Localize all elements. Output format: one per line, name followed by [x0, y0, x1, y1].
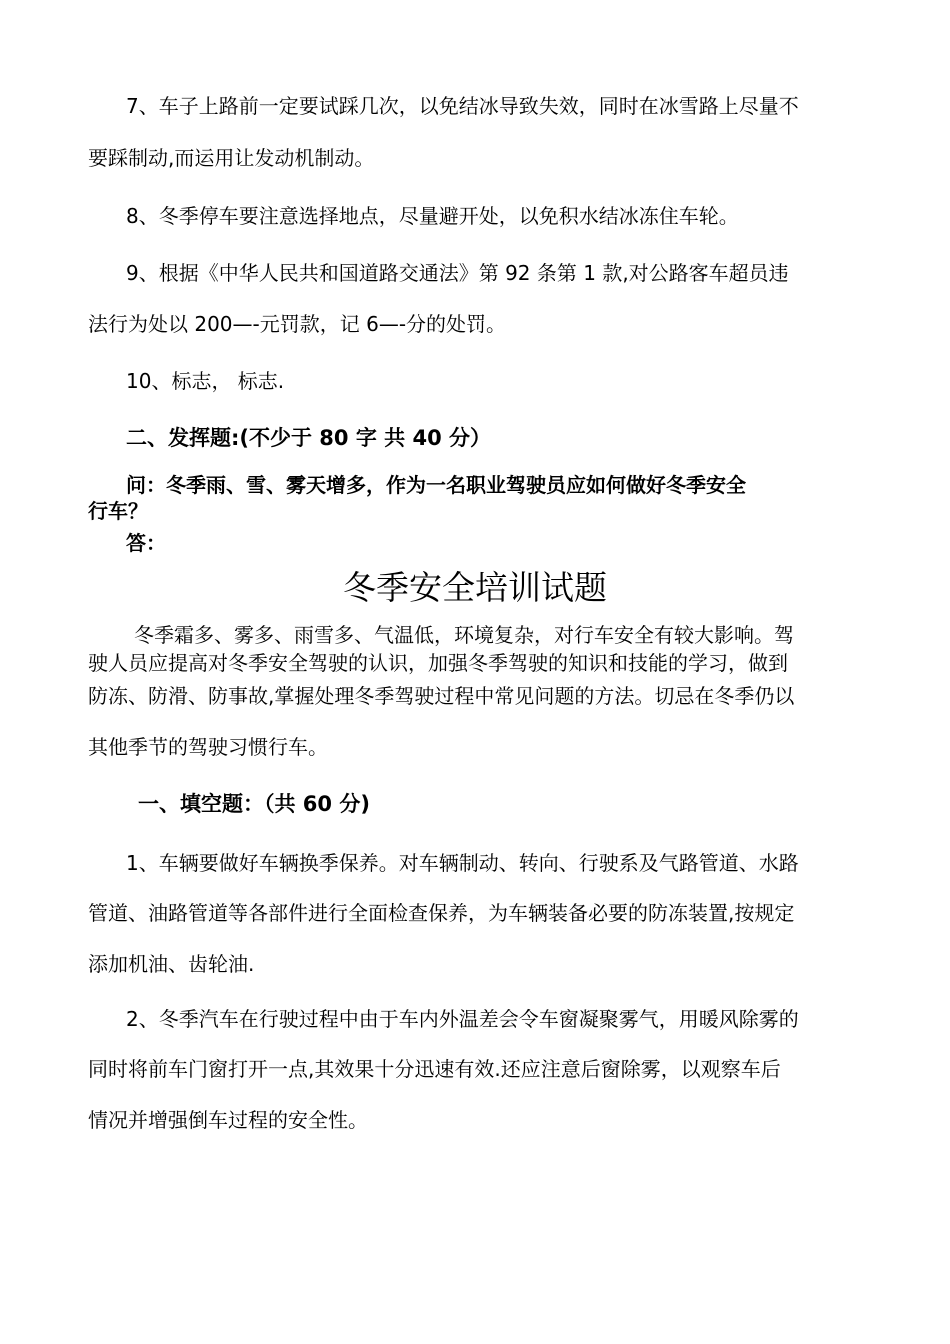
- item8: 8、冬季停车要注意选择地点，尽量避开处，以免积水结冰冻住车轮。: [126, 204, 739, 228]
- item10: 10、标志， 标志.: [126, 369, 285, 393]
- intro-line2: 驶人员应提高对冬季安全驾驶的认识，加强冬季驾驶的知识和技能的学习，做到: [88, 651, 788, 675]
- fill-item1-line2: 管道、油路管道等各部件进行全面检查保养，为车辆装备必要的防冻装置,按规定: [88, 901, 795, 925]
- fill-item2-line1: 2、冬季汽车在行驶过程中由于车内外温差会令车窗凝聚雾气，用暖风除雾的: [126, 1007, 799, 1031]
- intro-line1: 冬季霜多、雾多、雨雪多、气温低，环境复杂，对行车安全有较大影响。驾: [134, 623, 794, 647]
- fill-item1-line3: 添加机油、齿轮油.: [88, 952, 255, 976]
- item7-line1: 7、车子上路前一定要试踩几次，以免结冰导致失效，同时在冰雪路上尽量不: [126, 94, 799, 118]
- fill-heading: 一、填空题：（共 60 分): [138, 792, 370, 816]
- answer-label: 答：: [126, 531, 166, 555]
- intro-line3: 防冻、防滑、防事故,掌握处理冬季驾驶过程中常见问题的方法。切忌在冬季仍以: [88, 684, 795, 708]
- fill-item1-line1: 1、车辆要做好车辆换季保养。对车辆制动、转向、行驶系及气路管道、水路: [126, 851, 799, 875]
- essay-question-line2: 行车？: [88, 499, 148, 523]
- item7-line2: 要踩制动,而运用让发动机制动。: [88, 146, 375, 170]
- page-title: 冬季安全培训试题: [343, 568, 607, 607]
- item9-line2: 法行为处以 200—-元罚款，记 6—-分的处罚。: [88, 312, 507, 336]
- fill-item2-line2: 同时将前车门窗打开一点,其效果十分迅速有效.还应注意后窗除雾，以观察车后: [88, 1057, 781, 1081]
- item9-line1: 9、根据《中华人民共和国道路交通法》第 92 条第 1 款,对公路客车超员违: [126, 261, 789, 285]
- fill-item2-line3: 情况并增强倒车过程的安全性。: [88, 1108, 368, 1132]
- essay-heading: 二、发挥题:(不少于 80 字 共 40 分）: [126, 426, 491, 450]
- essay-question-line1: 问：冬季雨、雪、雾天增多，作为一名职业驾驶员应如何做好冬季安全: [126, 473, 746, 497]
- intro-line4: 其他季节的驾驶习惯行车。: [88, 735, 328, 759]
